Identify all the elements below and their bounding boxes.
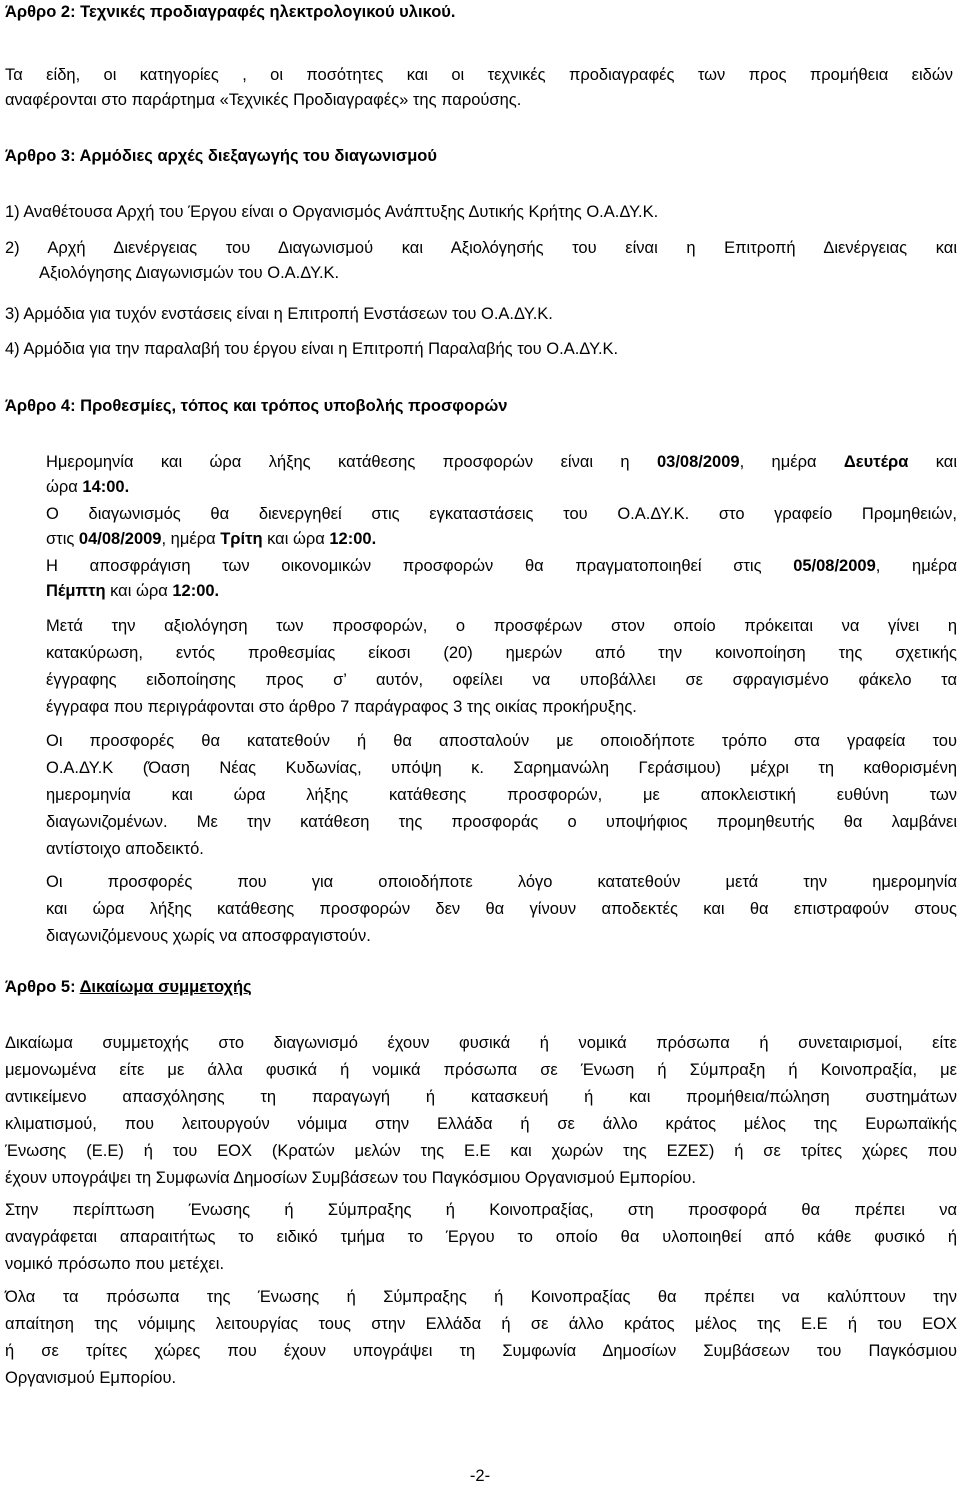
opening-day: Πέμπτη	[46, 582, 106, 600]
article-2-title: Άρθρο 2: Τεχνικές προδιαγραφές ηλεκτρολογικού υλικού.	[5, 3, 456, 21]
late-offers-paragraph	[46, 872, 957, 946]
text-line: ημερομηνία και ώρα λήξης κατάθεσης προσφορών, με αποκλειστική ευθύνη των	[46, 786, 957, 804]
text-line: απαίτηση της νόμιμης λειτουργίας τους στην Ελλάδα ή σε άλλο κράτος μέλος της Ε.Ε ή του ΕΟΧ	[5, 1315, 957, 1333]
text-line: Ο διαγωνισμός θα διενεργηθεί στις εγκαταστάσεις του Ο.Α.ΔΥ.Κ. στο γραφείο Προμηθειών,	[46, 505, 957, 523]
text-span: και ώρα	[262, 530, 330, 548]
text-line	[46, 477, 957, 497]
text-line: νομικό πρόσωπο που μετέχει.	[5, 1255, 225, 1273]
opening-time: 12:00.	[172, 582, 220, 600]
deadline-paragraph	[46, 452, 957, 497]
article-5-paragraph-3	[5, 1287, 957, 1388]
text-line: αναφέρονται στο παράρτημα «Τεχνικές Προδιαγραφές» της παρούσης.	[5, 91, 522, 109]
opening-date: 05/08/2009	[793, 557, 876, 575]
text-line: αντικείμενο απασχόλησης τη παραγωγή ή κατασκευή ή και προμήθεια/πώληση συστημάτων	[5, 1088, 957, 1106]
text-span: Η αποσφράγιση των οικονομικών προσφορών θα πραγματοποιηθεί στις	[46, 557, 794, 575]
text-line: Μετά την αξιολόγηση των προσφορών, ο προσφέρων στον οποίο πρόκειται να γίνει η	[46, 617, 957, 635]
text-span: και ώρα	[105, 582, 173, 600]
award-paragraph	[46, 616, 957, 717]
text-line: κλιματισμού, που λειτουργούν νόμιμα στην Ελλάδα ή σε άλλο κράτος μέλος της Ευρωπαϊκής	[5, 1115, 957, 1133]
article-3-item-3: 3) Αρμόδια για τυχόν ενστάσεις είναι η Επιτροπή Ενστάσεων του Ο.Α.ΔΥ.Κ.	[5, 305, 553, 323]
text-span: , ημέρα	[739, 453, 844, 471]
text-line: Ένωσης (Ε.Ε) ή του ΕΟΧ (Κρατών μελών της Ε.Ε και χωρών της ΕΖΕΣ) ή σε τρίτες χώρες που	[5, 1142, 957, 1160]
tender-date: 04/08/2009	[78, 530, 162, 548]
text-line: μεμονωμένα είτε με άλλα φυσικά ή νομικά πρόσωπα σε Ένωση ή Σύμπραξη ή Κοινοπραξία, με	[5, 1061, 957, 1079]
text-line	[46, 581, 957, 601]
text-line	[46, 529, 957, 549]
text-line: Οι προσφορές που για οποιοδήποτε λόγο κατατεθούν μετά την ημερομηνία	[46, 873, 957, 891]
deadline-time: 14:00.	[82, 478, 130, 496]
text-line	[46, 556, 957, 576]
text-line: Δικαίωμα συμμετοχής στο διαγωνισμό έχουν φυσικά ή νομικά πρόσωπα ή συνεταιρισμοί, είτε	[5, 1034, 957, 1052]
text-line: αντίστοιχο αποδεικτό.	[46, 840, 204, 858]
text-span: , ημέρα	[161, 530, 221, 548]
text-line: έχουν υπογράψει τη Συμφωνία Δημοσίων Συμβάσεων του Παγκόσμιου Οργανισμού Εμπορίου.	[5, 1169, 696, 1187]
text-line: κατακύρωση, εντός προθεσμίας είκοσι (20) ημερών από την κοινοποίηση της σχετικής	[46, 644, 957, 662]
tender-time: 12:00.	[329, 530, 377, 548]
text-line: ή σε τρίτες χώρες που έχουν υπογράψει τη Συμφωνία Δημοσίων Συμβάσεων του Παγκόσμιου	[5, 1342, 957, 1360]
text-line: Αξιολόγησης Διαγωνισμών του Ο.Α.ΔΥ.Κ.	[39, 264, 340, 282]
article-5-title-underlined: Δικαίωμα συμμετοχής	[79, 978, 252, 996]
article-4-title: Άρθρο 4: Προθεσμίες, τόπος και τρόπος υποβολής προσφορών	[5, 397, 508, 415]
text-span: και	[908, 453, 958, 471]
deadline-date: 03/08/2009	[657, 453, 740, 471]
article-5-paragraph-2	[5, 1200, 957, 1274]
tender-day: Τρίτη	[220, 530, 263, 548]
text-line: διαγωνιζομένων. Με την κατάθεση της προσφοράς ο υποψήφιος προμηθευτής θα λαμβάνει	[46, 813, 957, 831]
page-number: -2-	[469, 1467, 491, 1485]
text-line: Οι προσφορές θα κατατεθούν ή θα αποσταλούν με οποιοδήποτε τρόπο στα γραφεία του	[46, 732, 957, 750]
text-line: αναγράφεται απαραιτήτως το ειδικό τμήμα το Έργου το οποίο θα υλοποιηθεί από κάθε φυσικό ή	[5, 1228, 957, 1246]
text-line: Οργανισμού Εμπορίου.	[5, 1369, 177, 1387]
text-line: Όλα τα πρόσωπα της Ένωσης ή Σύμπραξης ή Κοινοπραξίας θα πρέπει να καλύπτουν την	[5, 1288, 957, 1306]
text-line: Στην περίπτωση Ένωσης ή Σύμπραξης ή Κοινοπραξίας, στη προσφορά θα πρέπει να	[5, 1201, 957, 1219]
article-3-item-2	[5, 238, 957, 283]
article-5-title	[5, 977, 252, 997]
text-line: έγγραφα που περιγράφονται στο άρθρο 7 παράγραφος 3 της οικίας προκήρυξης.	[46, 698, 637, 716]
submission-paragraph	[46, 731, 957, 859]
article-3-title: Άρθρο 3: Αρμόδιες αρχές διεξαγωγής του διαγωνισμού	[5, 147, 437, 165]
article-2-paragraph	[5, 65, 953, 110]
text-span: Άρθρο 5:	[5, 978, 80, 996]
article-3-item-1: 1) Αναθέτουσα Αρχή του Έργου είναι ο Οργανισμός Ανάπτυξης Δυτικής Κρήτης Ο.Α.ΔΥ.Κ.	[5, 203, 659, 221]
tender-date-paragraph	[46, 504, 957, 549]
article-3-item-4: 4) Αρμόδια για την παραλαβή του έργου είναι η Επιτροπή Παραλαβής του Ο.Α.ΔΥ.Κ.	[5, 340, 619, 358]
text-line: διαγωνιζόμενους χωρίς να αποσφραγιστούν.	[46, 927, 371, 945]
text-span: , ημέρα	[875, 557, 957, 575]
text-span: στις	[46, 530, 79, 548]
text-line: Τα είδη, οι κατηγορίες , οι ποσότητες και οι τεχνικές προδιαγραφές των προς προμήθεια ειδών	[5, 66, 953, 84]
opening-date-paragraph	[46, 556, 957, 601]
text-span: Ημερομηνία και ώρα λήξης κατάθεσης προσφορών είναι η	[46, 453, 657, 471]
deadline-day: Δευτέρα	[843, 453, 909, 471]
text-line: 2) Αρχή Διενέργειας του Διαγωνισμού και Αξιολόγησής του είναι η Επιτροπή Διενέργειας και	[5, 239, 957, 257]
text-line	[46, 452, 957, 472]
text-line: έγγραφης ειδοποίησης προς σ’ αυτόν, οφείλει να υποβάλλει σε σφραγισμένο φάκελο τα	[46, 671, 957, 689]
text-line: και ώρα λήξης κατάθεσης προσφορών δεν θα γίνουν αποδεκτές και θα επιστραφούν στους	[46, 900, 957, 918]
text-line: Ο.Α.ΔΥ.Κ (Όαση Νέας Κυδωνίας, υπόψη κ. Σαρηµανώλη Γεράσιµου) μέχρι τη καθορισμένη	[46, 759, 957, 777]
text-span: ώρα	[46, 478, 83, 496]
article-5-paragraph-1	[5, 1033, 957, 1188]
